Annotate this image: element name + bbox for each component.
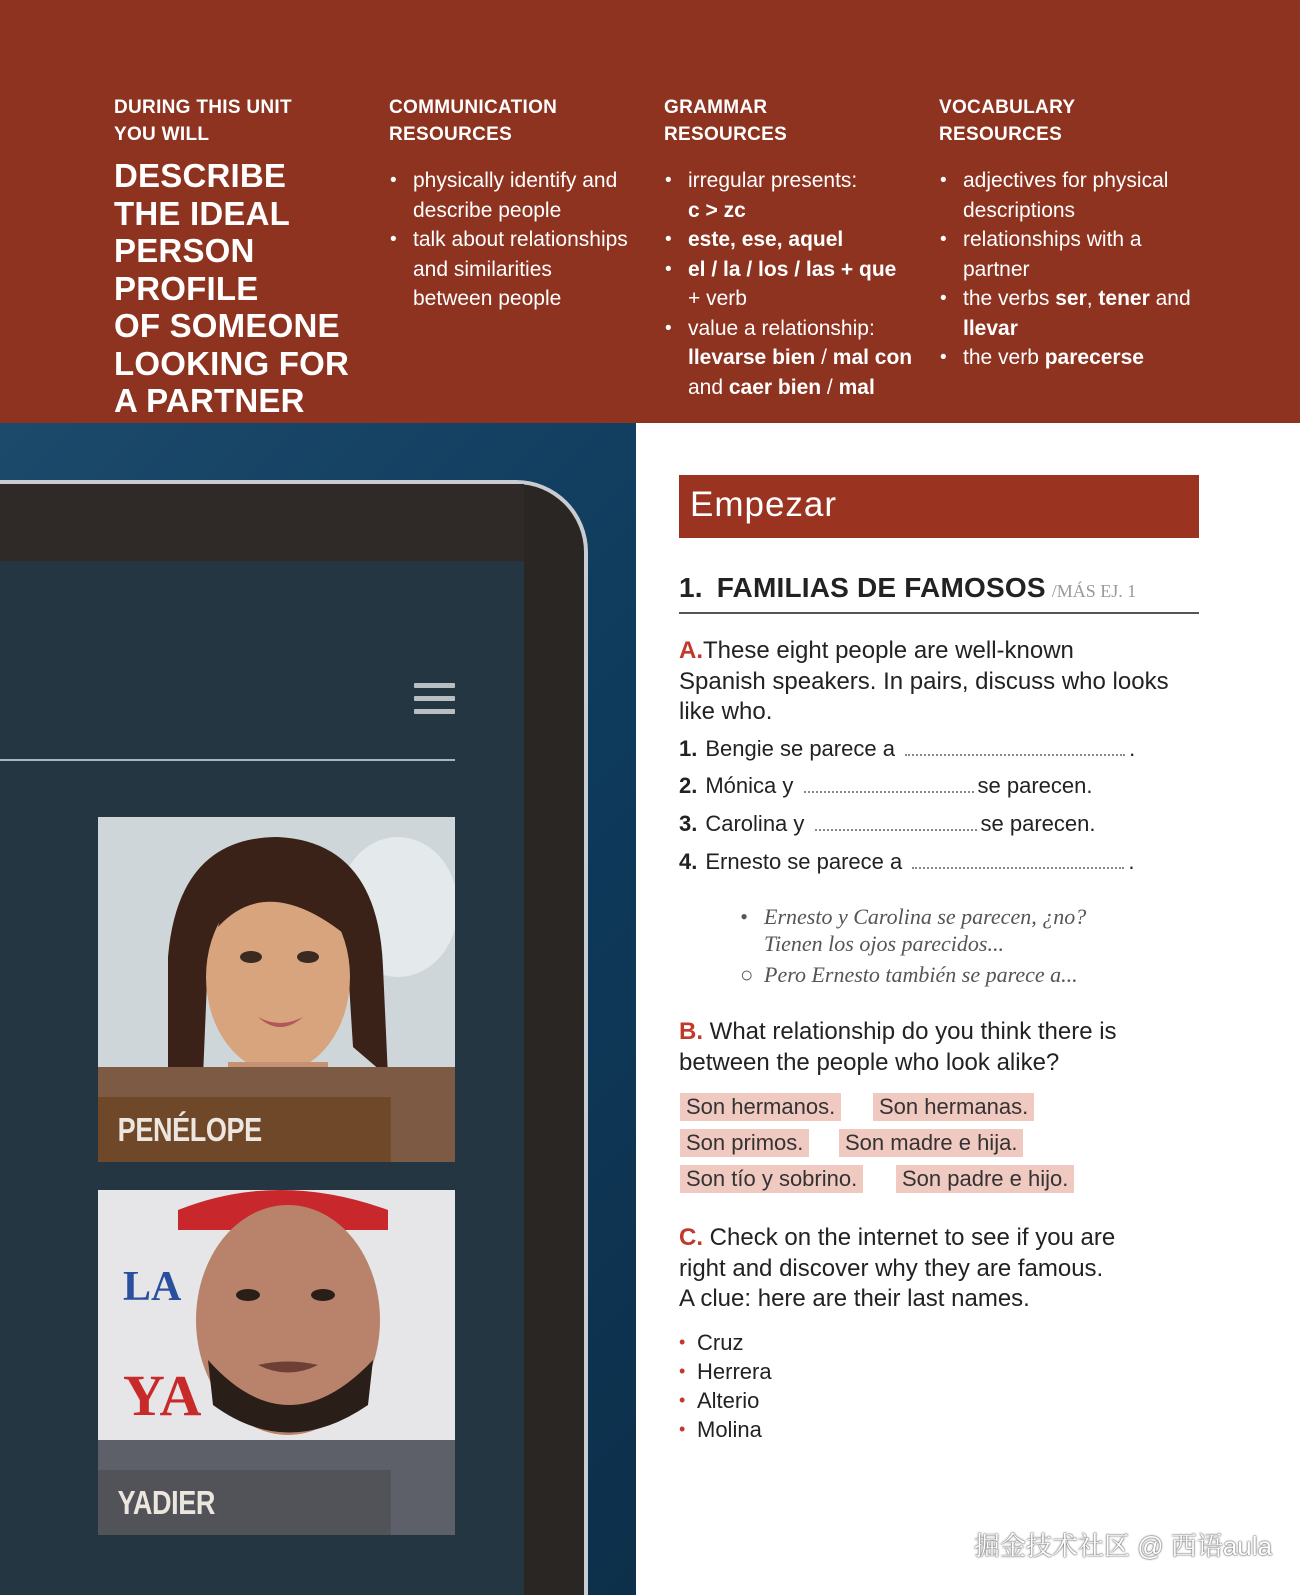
- column-heading: COMMUNICATION RESOURCES: [389, 97, 558, 145]
- instruction-a: A.These eight people are well-known Spanish speakers. In pairs, discuss who looks like who.: [679, 637, 1169, 725]
- photo-card-yadier[interactable]: [98, 1190, 455, 1535]
- unit-goals-column: [114, 94, 364, 420]
- section-heading-bar: [679, 475, 1199, 538]
- resource-item: • value a relationship: llevarse bien / mal con and caer bien / mal: [664, 314, 919, 403]
- list-item: • Molina: [679, 1415, 772, 1444]
- answer-option[interactable]: Son tío y sobrino.: [680, 1165, 863, 1193]
- column-heading: DURING THIS UNIT YOU WILL: [114, 97, 292, 145]
- answer-option[interactable]: Son madre e hija.: [839, 1129, 1023, 1157]
- fill-in-row: 2. Mónica y se parecen.: [679, 773, 1093, 798]
- resource-item: • irregular presents: c > zc: [664, 166, 919, 225]
- instruction-b: B. What relationship do you think there is between the people who look alike?: [679, 1018, 1117, 1076]
- unit-goal-text: DESCRIBE THE IDEAL PERSON PROFILE OF SOMEONE LOOKING FOR A PARTNER: [114, 157, 350, 419]
- svg-text:LA: LA: [123, 1264, 182, 1310]
- photo-card-penelope[interactable]: [98, 817, 455, 1162]
- communication-resources-column: [389, 94, 644, 314]
- resource-item: • el / la / los / las + que + verb: [664, 255, 919, 314]
- column-heading: GRAMMAR RESOURCES: [664, 97, 788, 145]
- blank-field[interactable]: [815, 813, 977, 831]
- instruction-c: C. Check on the internet to see if you are right and discover why they are famous. A clue: here are their last names.: [679, 1224, 1116, 1312]
- blank-field[interactable]: [905, 738, 1125, 756]
- dialog-bullet-icon: •: [740, 904, 748, 929]
- dialog-line: ○ Pero Ernesto también se parece a...: [740, 962, 1078, 987]
- svg-text:YA: YA: [123, 1363, 202, 1428]
- blank-field[interactable]: [804, 775, 974, 793]
- grammar-resources-column: [664, 94, 919, 402]
- watermark: 掘金技术社区 @ 西语aula: [974, 1531, 1272, 1561]
- resource-list: [939, 166, 1199, 373]
- column-heading: VOCABULARY RESOURCES: [939, 97, 1076, 145]
- list-item: • Cruz: [679, 1328, 772, 1357]
- list-item: • Herrera: [679, 1357, 772, 1386]
- resource-item: • the verb parecerse: [939, 343, 1199, 373]
- section-title: Empezar: [690, 485, 838, 524]
- fill-in-row: 3. Carolina y se parecen.: [679, 811, 1096, 836]
- tablet-top-bezel: [0, 484, 524, 561]
- resource-item: • the verbs ser, tener and llevar: [939, 284, 1199, 343]
- resource-item: • physically identify and describe people: [389, 166, 644, 225]
- blank-field[interactable]: [912, 851, 1124, 869]
- exercise-number: 1.: [679, 572, 703, 603]
- resource-item: • adjectives for physical descriptions: [939, 166, 1199, 225]
- list-item: • Alterio: [679, 1386, 772, 1415]
- exercise-name: FAMILIAS DE FAMOSOS: [716, 572, 1046, 603]
- resource-item: • relationships with a partner: [939, 225, 1199, 284]
- dialog-line: • Ernesto y Carolina se parecen, ¿no? Tienen los ojos parecidos...: [740, 904, 1087, 956]
- answer-option[interactable]: Son hermanos.: [680, 1093, 841, 1121]
- dialog-bullet-icon: ○: [740, 962, 754, 987]
- last-names-list: [679, 1328, 772, 1444]
- answer-option[interactable]: Son hermanas.: [873, 1093, 1034, 1121]
- fill-in-row: 4. Ernesto se parece a .: [679, 849, 1135, 874]
- answer-option[interactable]: Son primos.: [680, 1129, 809, 1157]
- resource-list: [389, 166, 644, 314]
- photo-caption: PENÉLOPE: [98, 1097, 391, 1162]
- resource-list: [664, 166, 919, 402]
- hamburger-menu-icon[interactable]: [414, 683, 455, 717]
- resource-item: • este, ese, aquel: [664, 225, 919, 255]
- vocabulary-resources-column: [939, 94, 1199, 373]
- screen-divider: [0, 759, 455, 761]
- exercise-reference: /MÁS EJ. 1: [1051, 581, 1137, 601]
- answer-option[interactable]: Son padre e hijo.: [896, 1165, 1074, 1193]
- fill-in-row: 1. Bengie se parece a .: [679, 736, 1136, 761]
- resource-item: • talk about relationships and similarities between people: [389, 225, 644, 314]
- exercise-title: [679, 572, 1199, 614]
- photo-caption: YADIER: [98, 1470, 391, 1535]
